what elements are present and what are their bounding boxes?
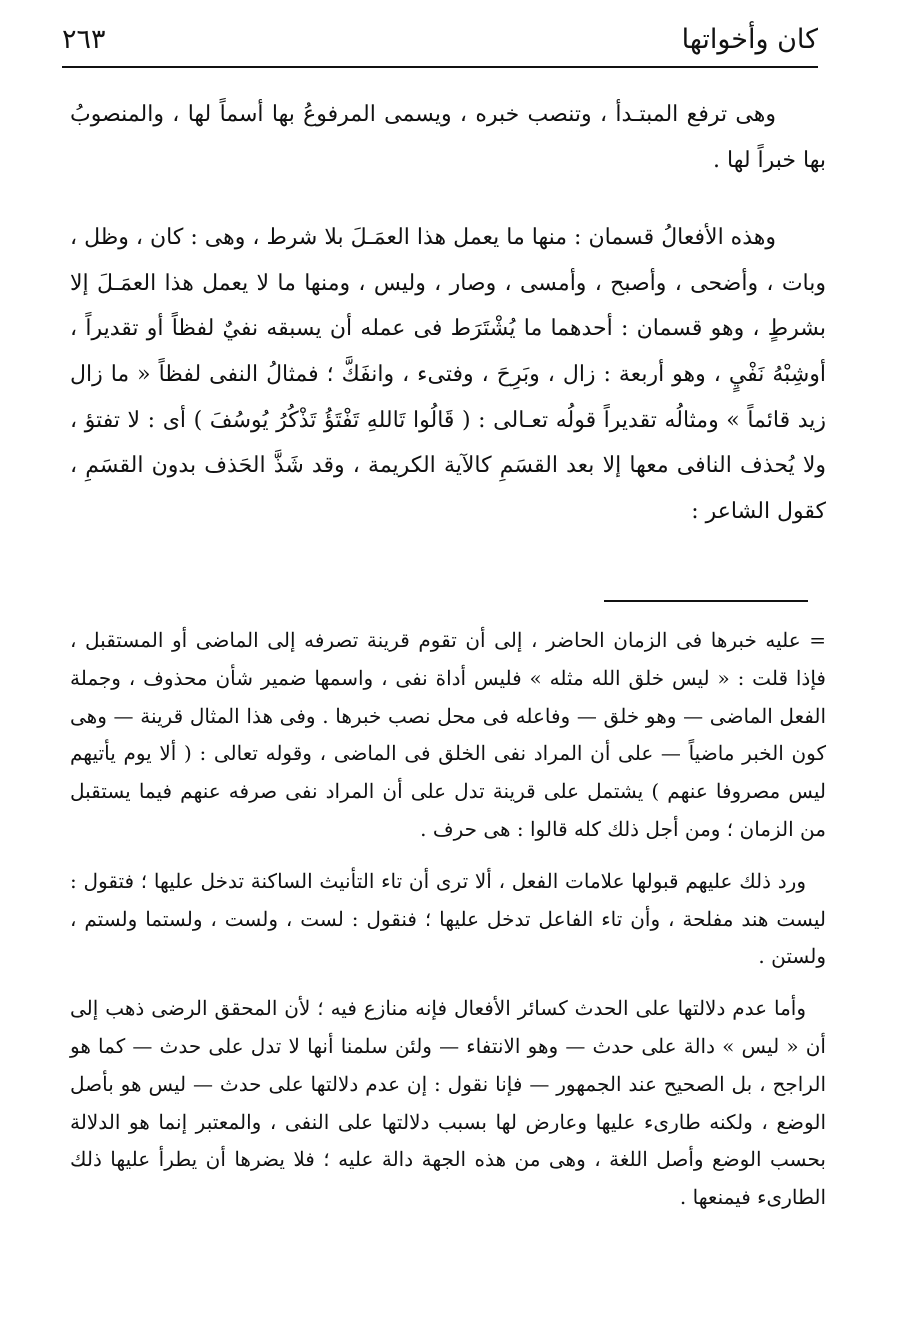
footnote-paragraph: = عليه خبرها فى الزمان الحاضر ، إلى أن تقوم قرينة تصرفه إلى الماضى أو المستقبل ، فإذا قلت : « ليس خلق الله مثله » فليس أداة نفى ، واسمها ضمير شأن محذوف ، وجملة الفعل الماضى — وهو خلق — وفاعله فى محل نصب خبرها . وفى هذا المثال قرينة — وهى كون الخبر ماضياً — على أن المراد نفى الخلق فى الماضى ، وقوله تعالى : ( ألا يوم يأتيهم ليس مصروفا عنهم ) يشتمل على قرينة تدل على أن المراد نفى صرفه عنهم فيما يستقبل من الزمان ؛ ومن أجل ذلك كله قالوا : هى حرف . [70, 628, 826, 841]
footnotes [70, 622, 826, 1217]
running-title: كان وأخواتها [681, 23, 818, 55]
main-paragraph: وهذه الأفعالُ قسمان : منها ما يعمل هذا العمَـلَ بلا شرط ، وهى : كان ، وظل ، وبات ، وأضحى ، وأصبح ، وأمسى ، وصار ، وليس ، ومنها ما لا يعمل هذا العمَـلَ إلا بشرطٍ ، وهو قسمان : أحدهما ما يُشْتَرَط فى عمله أن يسبقه نفيٌ لفظاً أو تقديراً ، أوشِبْهُ نَفْيٍ ، وهو أربعة : زال ، وبَرِحَ ، وفتىء ، وانفَكَّ ؛ فمثالُ النفى لفظاً « ما زال زيد قائماً » ومثالُه تقديراً قولُه تعـالى : ( قَالُوا تَاللهِ تَفْتَؤُ تَذْكُرُ يُوسُفَ ) أى : لا تفتؤ ، ولا يُحذف النافى معها إلا بعد القسَمِ كالآية الكريمة ، وقد شَذَّ الحَذف بدون القسَمِ ، كقول الشاعر : [70, 225, 826, 524]
main-text [70, 92, 826, 534]
footnote-separator [604, 600, 808, 602]
header-rule [62, 66, 818, 68]
main-paragraph: وهى ترفع المبتـدأ ، وتنصب خبره ، ويسمى المرفوعُ بها أسماً لها ، والمنصوبُ بها خبراً لها . [70, 102, 826, 173]
page-number: ٢٦٣ [62, 23, 106, 55]
footnote-paragraph: ورد ذلك عليهم قبولها علامات الفعل ، ألا ترى أن تاء التأنيث الساكنة تدخل عليها ؛ فتقول : ليست هند مفلحة ، وأن تاء الفاعل تدخل عليها ؛ فنقول : لست ، ولست ، ولستما ولستم ، ولستن . [70, 868, 826, 969]
page-header [62, 14, 818, 64]
footnote-paragraph: وأما عدم دلالتها على الحدث كسائر الأفعال فإنه منازع فيه ؛ لأن المحقق الرضى ذهب إلى أن « ليس » دالة على حدث — وهو الانتفاء — ولئن سلمنا أنها لا تدل على حدث — كما هو الراجح ، بل الصحيح عند الجمهور — فإنا نقول : إن عدم دلالتها على حدث — ليس هو بأصل الوضع ، ولكنه طارىء عليها وعارض لها بسبب دلالتها على النفى ، والمعتبر إنما هو الدلالة بحسب الوضع وأصل اللغة ، وهى من هذه الجهة دالة عليه ؛ فلا يضرها أن يطرأ عليها ذلك الطارىء فيمنعها . [70, 996, 826, 1210]
